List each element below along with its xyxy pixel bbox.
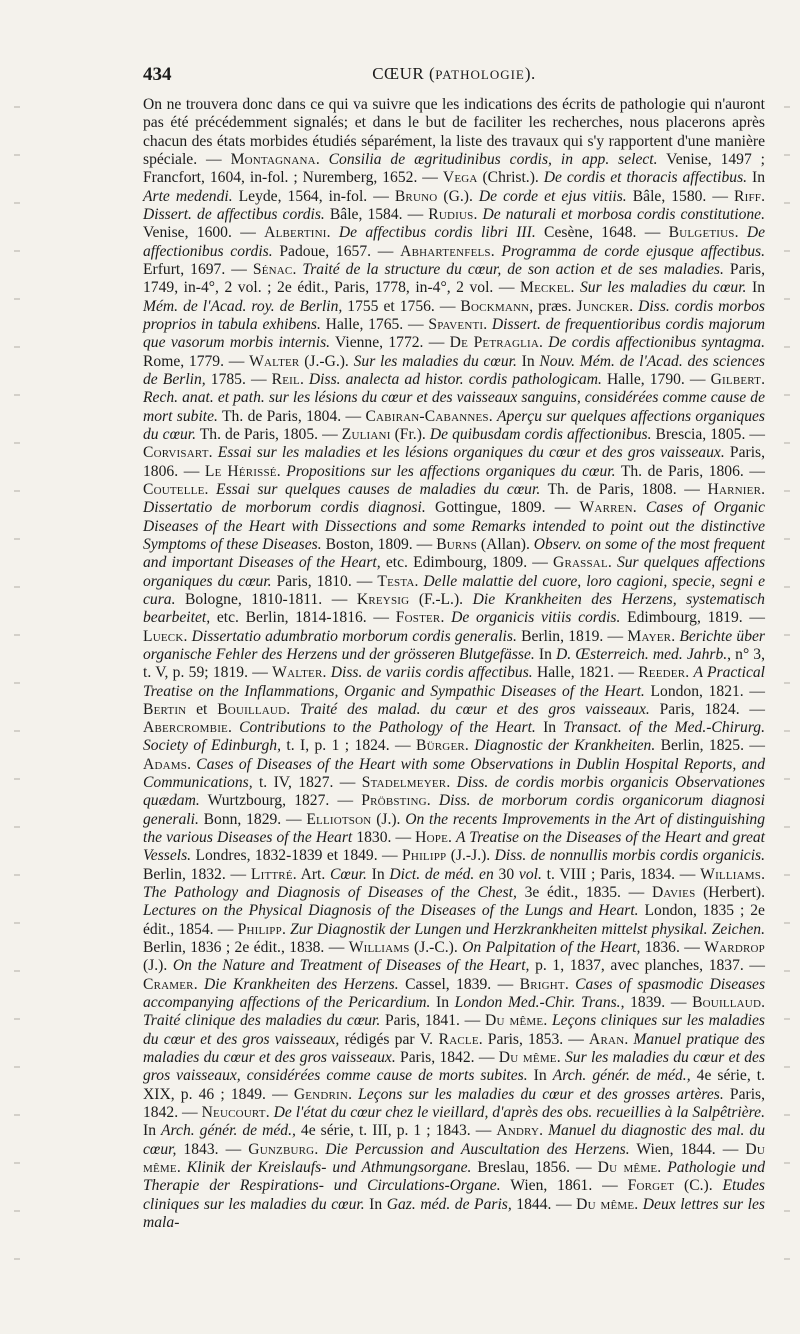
text-run: (Herbert). [695,884,765,902]
text-run: . [314,1140,326,1158]
reference-title: Die Krankheiten des Herzens, systematisch bearbeitet, [143,590,765,627]
text-run: Paris, 1824. — [649,700,765,718]
author-name: Davies [651,884,696,902]
reference-title: Essai sur les maladies et les lésions organiques du cœur et des gros vaisseaux. [217,444,725,462]
author-name: Gendrin [293,1085,349,1103]
author-name: Le Hérissé [204,462,277,480]
reference-title: De organicis vitiis cordis. [451,609,621,627]
text-run: Halle, 1790. — [601,370,711,388]
text-run: . [440,609,452,627]
text-run: Paris, 1806. — [143,444,766,480]
text-run: . [761,865,765,883]
text-run: Halle, 1821. — [532,664,639,682]
author-name: Cramer [143,975,194,993]
text-run: Venise, 1600. — [143,224,265,242]
reference-title: Berichte über organische Fehler des Herzens und der grösseren Blutgefässe. [143,627,766,663]
author-name: Albertini [264,224,327,242]
author-name: Zuliani [341,425,391,443]
reference-title: Dict. de méd. en [389,865,494,883]
text-run: p. 1, 1837, avec planches, 1837. — [529,957,766,975]
text-run: In [534,645,557,663]
text-run: Wien, 1861. — [500,1177,628,1195]
reference-title: Gaz. méd. de Paris, [386,1195,512,1213]
text-run: . [761,994,765,1012]
author-name: Foster [395,609,441,627]
author-name: Neucourt [201,1104,266,1122]
author-name: Pröbsting [361,792,427,810]
author-name: Warren [579,499,633,517]
text-run: . [685,664,694,682]
author-name: Hope [415,829,448,847]
text-run: et [186,700,218,718]
text-run: Gottingue, 1809. — [425,499,580,517]
reference-title: D. Œsterreich. med. Jahrb. [556,645,728,663]
text-run: Th. de Paris, 1805. — [196,425,342,443]
author-name: Du même [597,1159,658,1177]
reference-title: The Pathology and Diagnosis of Diseases of the Chest, [143,884,517,902]
reference-title: Sur les maladies du cœur. [353,352,517,370]
reference-title: De naturali et morbosa cordis constitutione. [482,205,765,223]
text-run: (Allan). [476,535,534,553]
reference-title: Diss. de morborum cordis organicorum diagnosi generali. [143,792,765,828]
author-name: Forget [627,1177,675,1195]
reference-title: De cordis et thoracis affectibus. [543,169,748,187]
reference-title: Manuel pratique des maladies du cœur et des gros vaisseaux. [143,1030,765,1067]
author-name: Bürger [416,737,465,755]
text-run: Berlin, 1819. — [516,627,628,645]
text-run: . [671,627,680,645]
text-run: 1785. — [205,370,272,388]
text-run: . [183,627,192,645]
text-run: (F.-L.). [409,590,473,608]
reference-title: Diss. de nonnullis morbis cordis organicis. [494,847,765,865]
text-run: 1844. — [511,1195,577,1213]
reference-title: Dissert. de frequentioribus cordis majorum que vasorum morbis internis. [143,315,765,352]
text-run: In [430,994,455,1012]
text-run: Boston, 1809. — [321,535,437,553]
text-run: In [366,865,390,883]
reference-title: Contributions to the Pathology of the Heart. [239,719,536,737]
text-run: . [539,1122,549,1140]
reference-title: Essai sur quelques causes de maladies du cœur. [216,480,541,498]
text-run: (J.-G.). [299,352,354,370]
author-name: Meckel [520,279,571,297]
text-run: . [488,407,497,425]
text-run: In [746,279,766,297]
reference-title: Delle malattie del cuore, loro cagioni, specie, segni e cura. [143,572,766,608]
text-run: In [747,169,765,187]
text-run: . [634,1195,643,1213]
page-number: 434 [143,64,172,85]
right-margin-ruling [784,60,790,1270]
text-run: t. VIII ; Paris, 1834. — [541,865,701,883]
reference-title: Sur quelques affections organiques du cœur. [143,554,766,590]
author-name: Walter [249,352,300,370]
text-run: . [473,205,483,223]
reference-title: Pathologie und Therapie der Respirations- und Circulations-Organe. [143,1159,766,1195]
text-run: In [364,1195,387,1213]
text-run: Halle, 1765. — [320,315,429,333]
text-run: In [527,1067,553,1085]
text-run: . [348,1085,359,1103]
text-run: Brescia, 1805. — [651,425,765,443]
running-title-main: CŒUR [372,64,425,83]
text-run: (J.). [371,810,406,828]
text-run: . [193,975,205,993]
reference-title: Traité clinique des maladies du cœur. [143,1012,381,1030]
text-run: London, 1821. — [644,682,765,700]
text-run: t. IV, 1827. — [252,774,362,792]
author-name: Du même [498,1049,557,1067]
reference-title: Transact. of the Med.-Chirurg. Society of Edinburgh, [143,719,766,755]
author-name: Montagnana [230,150,316,168]
reference-title: Traité des malad. du cœur et des gros vaisseaux. [299,700,650,718]
author-name: Juncker [576,297,630,315]
text-run: Berlin, 1836 ; 2e édit., 1838. — [143,939,349,957]
text-run: Wurtzbourg, 1827. — [199,792,362,810]
reference-title: Die Krankheiten des Herzens. [204,975,399,993]
author-name: Walter [272,664,323,682]
text-run: . [761,480,766,498]
text-run: . [276,462,287,480]
text-run: . [464,737,475,755]
text-run: Paris, 1749, in-4°, 2 vol. ; 2e édit., Paris, 1778, in-4°, 2 vol. — [143,260,766,297]
author-name: Philipp [237,920,282,938]
author-name: Adams [143,755,188,773]
text-run: 4e série, t. XIX, p. 46 ; 1849. — [143,1067,765,1103]
text-run: etc. Berlin, 1814-1816. — [210,609,396,627]
reference-title: Consilia de ægritudinibus cordis, in app. select. [328,150,658,168]
text-run: . [629,297,639,315]
text-run: 30 [493,865,519,883]
author-name: Gunzburg [248,1140,315,1158]
author-name: Bouillaud [217,700,287,718]
author-name: De Petraglia [449,334,540,352]
reference-title: Manuel du diagnostic des mal. du cœur, [143,1122,766,1158]
text-run: . [281,920,291,938]
text-run: . [299,370,309,388]
reference-title: A Practical Treatise on the Inflammations, Organic and Sympathic Diseases of the Heart. [143,664,766,700]
author-name: V. Racle [419,1030,479,1048]
text-run: . [204,480,217,498]
reference-title: Arch. génér. de méd., [552,1067,691,1085]
reference-title: Zur Diagnostik der Lungen und Herzkrankheiten mittelst physikal. Zeichen. [290,920,766,938]
text-run: etc. Edimbourg, 1809. — [380,554,554,572]
text-run: . [446,774,457,792]
author-name: Lueck [143,627,184,645]
text-run: (J.-J.). [446,847,495,865]
text-run: 3e édit., 1835. — [516,884,652,902]
author-name: Reeder [638,664,686,682]
author-name: Vega [442,169,478,187]
text-run: , 1839. — [620,994,693,1012]
text-run: . [414,572,424,590]
text-run: . [632,499,646,517]
text-run: Wien, 1844. — [629,1140,746,1158]
text-run: . [490,242,502,260]
reference-title: Cases of Diseases of the Heart with some Observations in Dublin Hospital Reports, and Communications, [143,755,765,792]
reference-title: De cordis affectionibus syntagma. [548,334,765,352]
author-name: Harnier [707,480,762,498]
text-run: In [535,719,564,737]
text-run: . [624,1030,634,1048]
text-run: Bonn, 1829. — [198,810,307,828]
reference-title: Sur les maladies du cœur. [580,279,747,297]
author-name: Philipp [402,847,447,865]
text-run: . [176,1159,187,1177]
author-name: Coutelle [143,480,205,498]
text-run: . Paris, 1853. — [478,1030,590,1048]
reference-title: Dissert. de affectibus cordis. [143,205,325,223]
reference-title: Deux lettres sur les mala- [143,1195,766,1232]
running-title [143,64,765,84]
author-name: Littré [250,865,293,883]
text-run: . [286,700,300,718]
reference-title: De corde et ejus vitiis. [478,187,627,205]
author-name: Williams [348,939,410,957]
text-run: . [326,224,339,242]
reference-title: vol. [518,865,542,883]
reference-title: De affectionibus cordis. [143,224,766,260]
text-run: In [143,1122,162,1140]
reference-title: Dissertatio adumbratio morborum cordis generalis. [191,627,517,645]
text-run: . [426,792,439,810]
author-name: Grassal [553,554,608,572]
reference-title: On the recents Improvements in the Art of distinguishing the various Diseases of the Heart [143,810,765,847]
reference-title: Diss. de cordis morbis organicis Observationes quædam. [143,774,765,810]
author-name: Kreysig [356,590,410,608]
text-run: Venise, 1497 ; Francfort, 1604, in-fol. ; Nuremberg, 1652. — [143,150,766,187]
author-name: Spaventi [428,315,484,333]
reference-title: Diss. de variis cordis affectibus. [330,664,533,682]
text-run: Paris, 1841. — [380,1012,485,1030]
text-run: , præs. [529,297,577,315]
reference-title: Nouv. Mém. de l'Acad. des sciences de Berlin, [143,352,765,388]
reference-title: Lectures on the Physical Diagnosis of the Diseases of the Lungs and Heart. [143,902,639,920]
text-run: Cesène, 1648. — [535,224,669,242]
author-name: Bertin [143,700,187,718]
text-run: Leyde, 1564, in-fol. — [232,187,395,205]
text-run: Bâle, 1580. — [626,187,734,205]
author-name: Andry [496,1122,540,1140]
text-run: . [292,260,303,278]
text-run: In [516,352,540,370]
reference-title: De l'état du cœur chez le vieillard, d'après des obs. recueillies à la Salpêtrière. [273,1104,765,1122]
author-name: Riff [733,187,762,205]
text-run: Berlin, 1832. — [143,865,251,883]
reference-title: A Treatise on the Diseases of the Heart and great Vessels. [143,829,765,865]
reference-title: De quibusdam cordis affectionibus. [429,425,652,443]
author-name: Bright [519,975,565,993]
text-run: . [539,334,549,352]
bibliography-paragraph [143,96,765,1232]
author-name: Du même [484,1012,544,1030]
reference-title: On the Nature and Treatment of Diseases of the Heart, [172,957,530,975]
bibliography-text [143,96,765,1232]
reference-title: Dissertatio de morborum cordis diagnosi. [143,499,426,517]
reference-title: Die Percussion and Auscultation des Herzens. [325,1140,630,1158]
text-run: . [564,975,576,993]
text-run: . [556,1049,565,1067]
reference-title: Aperçu sur quelques affections organiques du cœur. [143,407,765,443]
text-run: On ne trouvera donc dans ce qui va suivre que les indications des écrits de pathologie qui n'auront pas été précédemment signalés; et dans le but de faciliter les recherches, nous placerons après chacun des états morbides étudiés séparément, la liste des travaux qui s'y rapportent d'une manière spéciale. — [143,96,765,168]
left-margin-ruling [14,60,20,1270]
text-run: (Christ.). [477,169,544,187]
author-name: Bulgetius [668,224,735,242]
text-run: Th. de Paris, 1806. — [615,462,765,480]
reference-title: Traité de la structure du cœur, de son action et de ses maladies. [302,260,724,278]
text-run: . [315,150,329,168]
author-name: Burns [436,535,477,553]
text-run: . [483,315,492,333]
text-run: Padoue, 1657. — [272,242,401,260]
text-run: . [761,370,765,388]
author-name: Gilbert [710,370,762,388]
author-name: Corvisart [143,444,209,462]
author-name: Williams [700,865,762,883]
text-run: t. I, p. 1 ; 1824. — [280,737,417,755]
reference-title: Diagnostic der Krankheiten. [474,737,656,755]
reference-title: Leçons cliniques sur les maladies du cœur et des gros vaisseaux, [143,1012,765,1048]
author-name: Elliotson [306,810,372,828]
text-run: Paris, 1810. — [271,572,378,590]
text-run: (J.). [143,957,173,975]
author-name: Stadelmeyer [361,774,447,792]
running-title-sub: PATHOLOGIE [435,67,525,82]
reference-title: On Palpitation of the Heart, [462,939,641,957]
reference-title: Observ. on some of the most frequent and important Diseases of the Heart, [143,535,765,572]
text-run: . [448,829,456,847]
text-run: . [322,664,331,682]
text-run: 1843. — [176,1140,249,1158]
author-name: Testa [377,572,415,590]
text-run: . Art. [292,865,331,883]
text-run: Vienne, 1772. — [330,334,450,352]
text-run: rédigés par [339,1030,420,1048]
text-run: Rome, 1779. — [143,352,250,370]
reference-title: Propositions sur les affections organiques du cœur. [286,462,616,480]
text-run: . [265,1104,274,1122]
text-run: 1755 et 1756. — [342,297,461,315]
text-run: Londres, 1832-1839 et 1849. — [191,847,403,865]
text-run: Paris, 1842. — [395,1049,499,1067]
text-run: Cassel, 1839. — [398,975,520,993]
reference-title: Sur les maladies du cœur et des gros vaisseaux, considérées comme cause de morts subites. [143,1049,766,1085]
text-run: Th. de Paris, 1808. — [540,480,708,498]
reference-title: Klinik der Kreislaufs- und Athmungsorgane. [186,1159,472,1177]
author-name: Bruno [394,187,438,205]
reference-title: Programma de corde ejusque affectibus. [501,242,766,260]
text-run: London, 1835 ; 2e édit., 1854. — [143,902,765,938]
text-run: (C.). [674,1177,723,1195]
author-name: Bouillaud [692,994,762,1012]
author-name: Abhartenfels [400,242,491,260]
text-run: . [657,1159,668,1177]
reference-title: Leçons sur les maladies du cœur et des grosses artères. [358,1085,724,1103]
author-name: Rudius [428,205,474,223]
text-run: . [208,444,218,462]
text-run: Bâle, 1584. — [324,205,429,223]
text-run: (Fr.). [390,425,430,443]
reference-title: Diss. cordis morbos proprios in tabula exhibens. [143,297,765,333]
text-run: . [607,554,617,572]
reference-title: Mém. de l'Acad. roy. de Berlin, [143,297,343,315]
reference-title: Etudes cliniques sur les maladies du cœur. [143,1177,765,1213]
author-name: Cabiran-Cabannes [365,407,489,425]
reference-title: Arch. génér. de méd., [161,1122,296,1140]
text-run: . [227,719,240,737]
text-run: 4e série, t. III, p. 1 ; 1843. — [295,1122,497,1140]
text-run: , n° 3, t. V, p. 59; 1819. — [143,645,765,682]
running-title-close-paren: ). [524,64,536,83]
reference-title: London Med.-Chir. Trans. [454,994,621,1012]
text-run: Berlin, 1825. — [655,737,765,755]
text-run: . [543,1012,552,1030]
author-name: Wardrop [704,939,765,957]
running-title-open-paren: ( [429,64,436,83]
text-run: Paris, 1842. — [143,1085,766,1122]
reference-title: De affectibus cordis libri III. [338,224,536,242]
author-name: Bockmann [460,297,530,315]
text-run: Edimbourg, 1819. — [620,609,765,627]
reference-title: Cases of Organic Diseases of the Heart with Dissections and some Remarks intended to point out the distinctive Symptoms of these Diseases. [143,499,766,553]
author-name: Sénac [252,260,293,278]
text-run: . [187,755,197,773]
author-name: Aran [589,1030,625,1048]
text-run: (G.). [437,187,479,205]
author-name: Abercrombie [143,719,228,737]
reference-title: Rech. anat. et path. sur les lésions du cœur et des vaisseaux sanguins, considérées comme cause de mort subite. [143,389,765,425]
author-name: Du même [143,1140,765,1177]
text-run: . [570,279,580,297]
text-run: 1830. — [352,829,416,847]
author-name: Du même [576,1195,635,1213]
reference-title: Arte medendi. [143,187,233,205]
reference-title: Diss. analecta ad histor. cordis pathologicam. [308,370,602,388]
text-run: 1836. — [640,939,705,957]
text-run: . [734,224,747,242]
reference-title: Cœur. [330,865,367,883]
text-run: Erfurt, 1697. — [143,260,253,278]
text-run: Th. de Paris, 1804. — [217,407,366,425]
reference-title: Cases of spasmodic Diseases accompanying affections of the Pericardium. [143,975,766,1012]
text-run: Breslau, 1856. — [471,1159,598,1177]
author-name: Mayer [627,627,672,645]
text-run: (J.-C.). [409,939,463,957]
text-run: . [761,187,765,205]
author-name: Reil [271,370,300,388]
text-run: Bologne, 1810-1811. — [175,590,357,608]
page-header [143,64,765,86]
